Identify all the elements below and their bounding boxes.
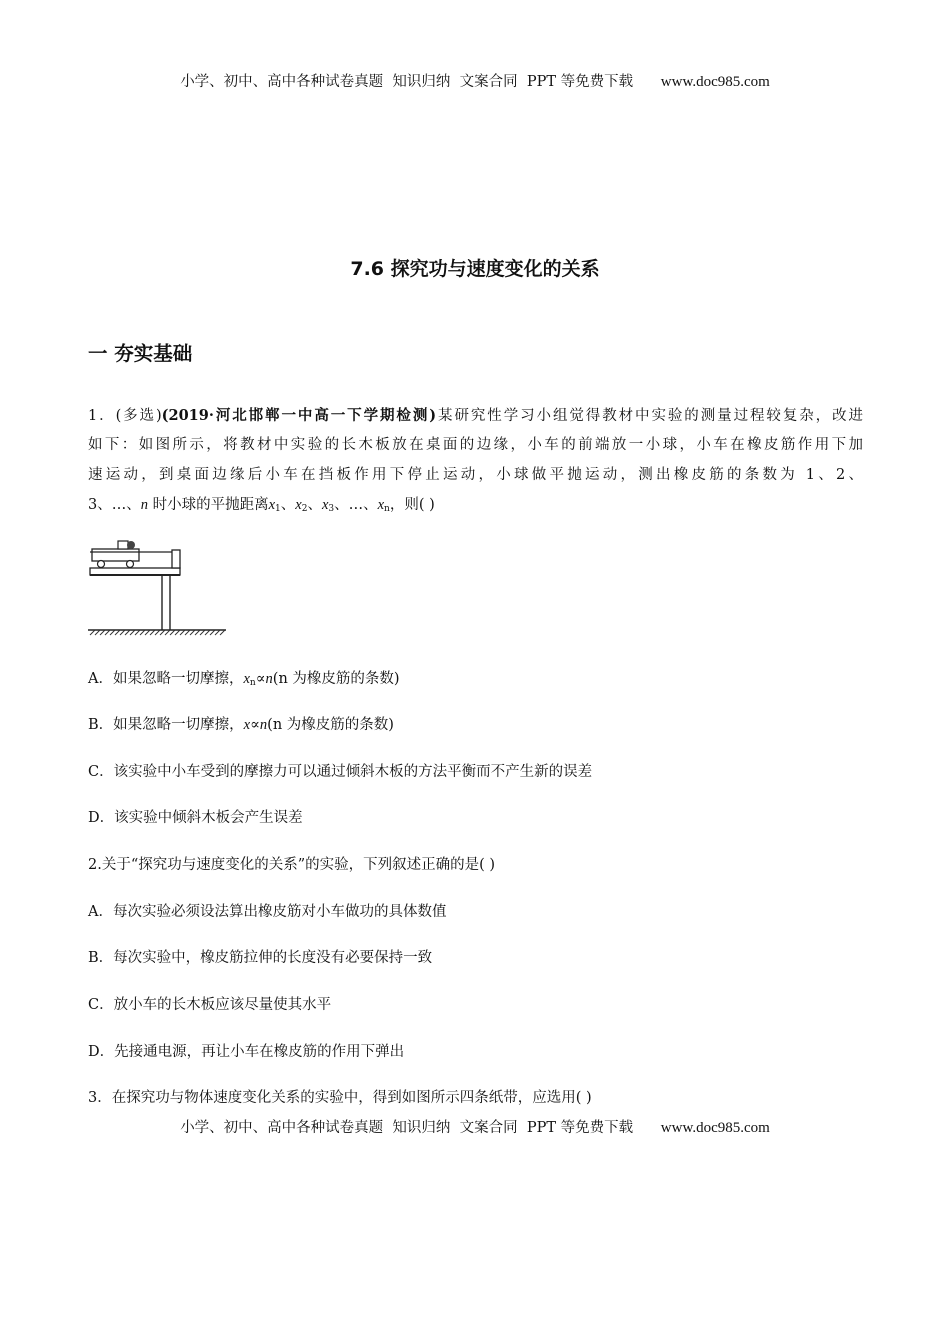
ball (127, 541, 135, 549)
sep: 、 (280, 497, 296, 513)
q1-option-a (88, 667, 400, 688)
header-site: www.doc985.com (660, 74, 770, 90)
ground-hatching (90, 630, 225, 635)
var-n: n (265, 671, 273, 687)
sub-3: 3 (328, 504, 335, 514)
proportional-sign: ∝ (250, 717, 260, 733)
page-footer (0, 1116, 950, 1137)
q2-stem: 2.关于“探究功与速度变化的关系”的实验，下列叙述正确的是( ) (88, 857, 496, 873)
q1-option-b-label: B．如果忽略一切摩擦， (88, 717, 244, 733)
var-n: n (140, 497, 148, 513)
var-x: x (243, 671, 250, 687)
q1-line1-text: 某研究性学习小组觉得教材中实验的测量过程较复杂，改进 (436, 408, 863, 424)
q1-line4-b: 时小球的平抛距离 (152, 497, 269, 513)
sub-1: 1 (275, 504, 281, 514)
sep: 、 (334, 497, 349, 513)
proportional-sign: ∝ (255, 671, 266, 687)
q1-line-2: 如下：如图所示，将教材中实验的长木板放在桌面的边缘，小车的前端放一小球，小车在橡皮筋作用下加 (88, 437, 863, 453)
q1-option-b-note: (n 为橡皮筋的条数) (267, 717, 394, 733)
q1-number: 1． (88, 408, 116, 424)
long-board (90, 568, 180, 575)
sub-n: n (249, 678, 256, 688)
var-x: x (377, 497, 385, 513)
cart-body (92, 549, 139, 561)
sep: 、 (307, 497, 322, 513)
page-title: 7.6 探究功与速度变化的关系 (350, 258, 600, 280)
q2-option-a: A．每次实验必须设法算出橡皮筋对小车做功的具体数值 (88, 904, 447, 920)
page-header (0, 70, 950, 91)
sub-n: n (384, 504, 390, 514)
q1-line4-a: 3、…、 (88, 497, 141, 513)
wheel (127, 561, 134, 568)
q1-option-a-note: (n 为橡皮筋的条数) (272, 671, 400, 687)
header-text: 小学、初中、高中各种试卷真题 知识归纳 文案合同 PPT 等免费下载 (180, 74, 634, 90)
footer-text: 小学、初中、高中各种试卷真题 知识归纳 文案合同 PPT 等免费下载 (180, 1120, 634, 1136)
var-x: x (243, 717, 251, 733)
var-n: n (259, 717, 268, 733)
q1-source: (2019·河北邯郸一中高一下学期检测) (161, 407, 437, 424)
sub-2: 2 (301, 504, 308, 514)
wheel (98, 561, 105, 568)
q1-option-a-label: A．如果忽略一切摩擦， (88, 671, 244, 687)
q1-option-d: D．该实验中倾斜木板会产生误差 (88, 810, 303, 826)
var-x: x (268, 497, 276, 513)
q1-tag: (多选) (115, 408, 162, 424)
var-x: x (295, 497, 302, 513)
q1-line-3: 速运动，到桌面边缘后小车在挡板作用下停止运动，小球做平抛运动，测出橡皮筋的条数为 1、2、 (88, 467, 863, 483)
q3-stem: 3．在探究功与物体速度变化关系的实验中，得到如图所示四条纸带，应选用( ) (88, 1090, 592, 1106)
cart-holder (118, 541, 128, 549)
q1-option-b (88, 713, 394, 734)
var-x: x (321, 497, 329, 513)
experiment-figure (86, 534, 228, 638)
dots: … (348, 497, 364, 513)
footer-site: www.doc985.com (660, 1120, 770, 1136)
q1-line4-end: ，则( ) (389, 497, 435, 513)
q2-option-b: B．每次实验中，橡皮筋拉伸的长度没有必要保持一致 (88, 950, 433, 966)
q1-line-1 (88, 404, 863, 425)
q1-line-4 (88, 493, 435, 514)
q2-option-c: C．放小车的长木板应该尽量使其水平 (88, 997, 332, 1013)
q2-option-d: D．先接通电源，再让小车在橡皮筋的作用下弹出 (88, 1044, 405, 1060)
section-heading: 一 夯实基础 (88, 342, 193, 365)
q1-option-c: C．该实验中小车受到的摩擦力可以通过倾斜木板的方法平衡而不产生新的误差 (88, 764, 593, 780)
stopper (172, 550, 180, 568)
sep: 、 (363, 497, 378, 513)
